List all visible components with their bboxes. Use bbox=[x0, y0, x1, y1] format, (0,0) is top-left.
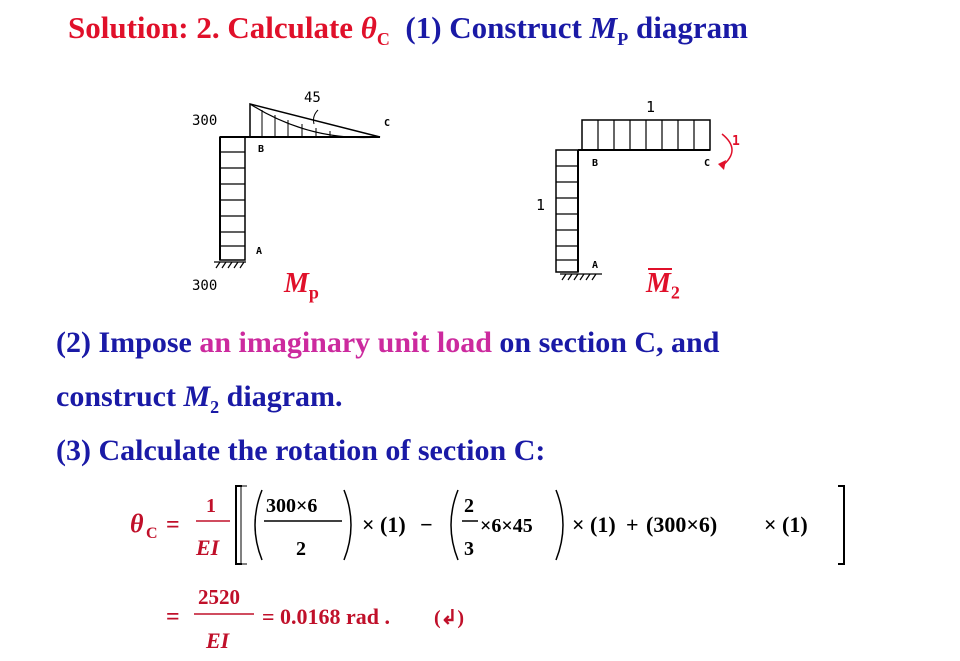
m2-caption-m: M bbox=[646, 268, 671, 299]
eq-t2-num: 2 bbox=[464, 495, 474, 517]
eq-t2-rest: ×6×45 bbox=[480, 515, 533, 537]
title-m-sub: P bbox=[617, 29, 629, 50]
title-prefix: Solution: 2. Calculate bbox=[68, 10, 361, 45]
mp-label-300-bottom: 300 bbox=[192, 278, 218, 294]
eq-equals-2: = bbox=[166, 604, 180, 630]
title-suffix: diagram bbox=[628, 10, 748, 45]
mp-label-45: 45 bbox=[304, 90, 321, 106]
eq-t2-den: 3 bbox=[464, 538, 474, 560]
title-theta-sub: C bbox=[376, 29, 390, 50]
eq-minus: − bbox=[420, 512, 433, 537]
eq-frac-num: 1 bbox=[206, 495, 216, 517]
m2-node-a: A bbox=[592, 260, 599, 271]
mp-node-b: B bbox=[258, 144, 265, 155]
mp-caption bbox=[284, 268, 319, 304]
mp-caption-sub: p bbox=[308, 282, 319, 303]
m2-diagram bbox=[530, 82, 770, 292]
title-m: M bbox=[589, 10, 618, 45]
eq-one-3: (1) bbox=[782, 512, 808, 537]
mp-label-300-top: 300 bbox=[192, 113, 218, 129]
eq-result-num: 2520 bbox=[198, 585, 240, 609]
eq-one-2: (1) bbox=[590, 512, 616, 537]
mp-caption-m: M bbox=[284, 268, 309, 299]
eq-lhs: θ bbox=[130, 509, 144, 538]
eq-result-value: = 0.0168 rad . bbox=[262, 604, 391, 629]
eq-times-1: × bbox=[362, 512, 375, 537]
eq-result-den: EI bbox=[206, 628, 230, 653]
m2-label-top: 1 bbox=[646, 98, 656, 116]
title-step1: (1) Construct bbox=[405, 10, 590, 45]
eq-t3: (300×6) bbox=[646, 512, 718, 537]
m2-caption bbox=[646, 268, 680, 304]
m2-node-b: B bbox=[592, 158, 599, 169]
eq-lhs-sub: C bbox=[146, 525, 158, 542]
eq-plus: + bbox=[626, 512, 639, 537]
eq-one-1: (1) bbox=[380, 512, 406, 537]
eq-frac-den: EI bbox=[196, 535, 220, 560]
m2-label-left: 1 bbox=[536, 196, 546, 214]
step2-line2: construct $M_2$ diagram. bbox=[56, 380, 343, 417]
eq-equals: = bbox=[166, 512, 180, 538]
eq-times-2: × bbox=[572, 512, 585, 537]
eq-t1-den: 2 bbox=[296, 538, 306, 560]
slide-title bbox=[68, 10, 748, 50]
m2-node-c: C bbox=[704, 158, 711, 169]
m2-unit-moment: 1 bbox=[732, 134, 740, 149]
step2-line1: (2) Impose an imaginary unit load on section C, and bbox=[56, 326, 720, 359]
mp-node-a: A bbox=[256, 246, 263, 257]
step2-highlight: an imaginary unit load bbox=[199, 326, 492, 359]
eq-t1-num: 300×6 bbox=[266, 495, 318, 517]
step3-line: (3) Calculate the rotation of section C: bbox=[56, 434, 546, 467]
eq-times-3: × bbox=[764, 512, 777, 537]
m2-caption-sub: 2 bbox=[670, 282, 680, 303]
eq-direction: (↲) bbox=[434, 607, 465, 629]
title-theta: θ bbox=[360, 10, 377, 45]
mp-node-c: C bbox=[384, 118, 391, 129]
